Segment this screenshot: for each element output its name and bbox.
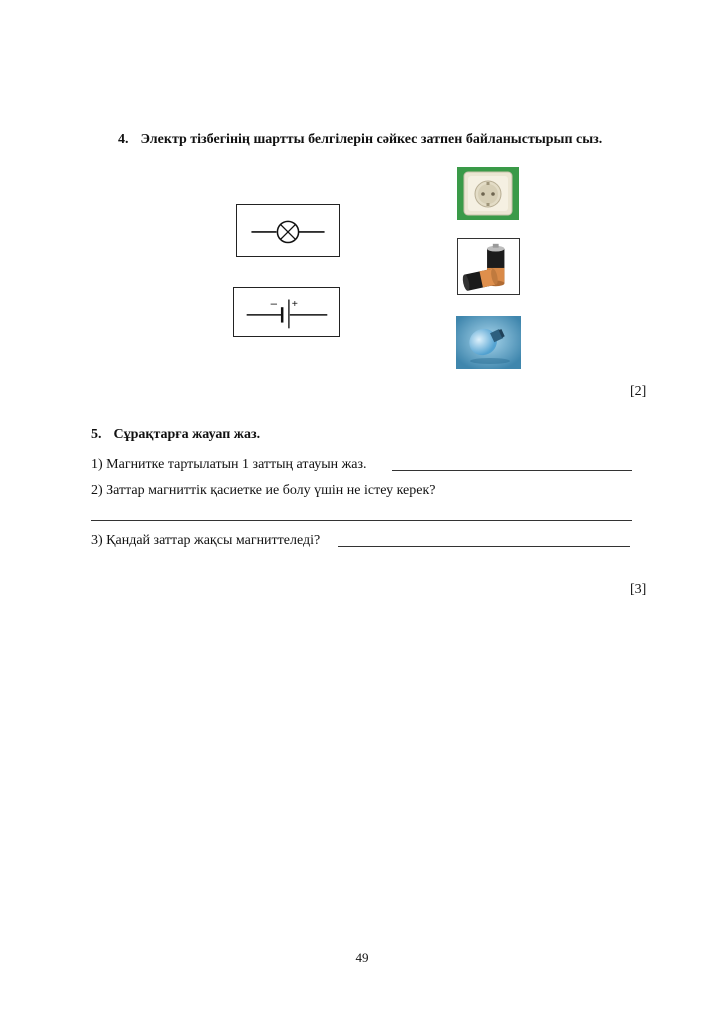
lamp-symbol-box[interactable] [236, 204, 340, 257]
task5-score: [3] [630, 582, 647, 597]
task4-score: [2] [630, 384, 647, 399]
task5-title [91, 427, 260, 443]
answer-line-3[interactable] [338, 546, 630, 547]
page-number: 49 [355, 950, 369, 965]
answer-line-2[interactable] [91, 520, 632, 521]
batteries-icon [458, 239, 519, 294]
question-3: 3) Қандай заттар жақсы магниттеледі? [91, 533, 321, 548]
socket-icon [457, 167, 519, 220]
battery-symbol-box[interactable] [233, 287, 340, 337]
light-bulb-image[interactable] [456, 316, 521, 369]
light-bulb-icon [456, 316, 521, 369]
task5-title-text: Сұрақтарға жауап жаз. [113, 427, 261, 442]
question-1: 1) Магнитке тартылатын 1 заттың атауын жаз. [91, 457, 367, 472]
task4-title [118, 132, 602, 148]
minus-sign: – [270, 298, 278, 311]
task4-number: 4. [118, 132, 129, 147]
task4-title-text: Электр тізбегінің шартты белгілерін сәйкес затпен байланыстырып сыз. [140, 132, 603, 147]
plus-sign: + [291, 298, 298, 311]
socket-image[interactable] [457, 167, 519, 220]
task5-number: 5. [91, 427, 102, 442]
answer-line-1[interactable] [392, 470, 632, 471]
batteries-image[interactable] [457, 238, 520, 295]
lamp-symbol-icon [237, 205, 339, 256]
question-2: 2) Заттар магниттік қасиетке ие болу үшін не істеу керек? [91, 483, 436, 498]
battery-symbol-icon [234, 288, 339, 336]
